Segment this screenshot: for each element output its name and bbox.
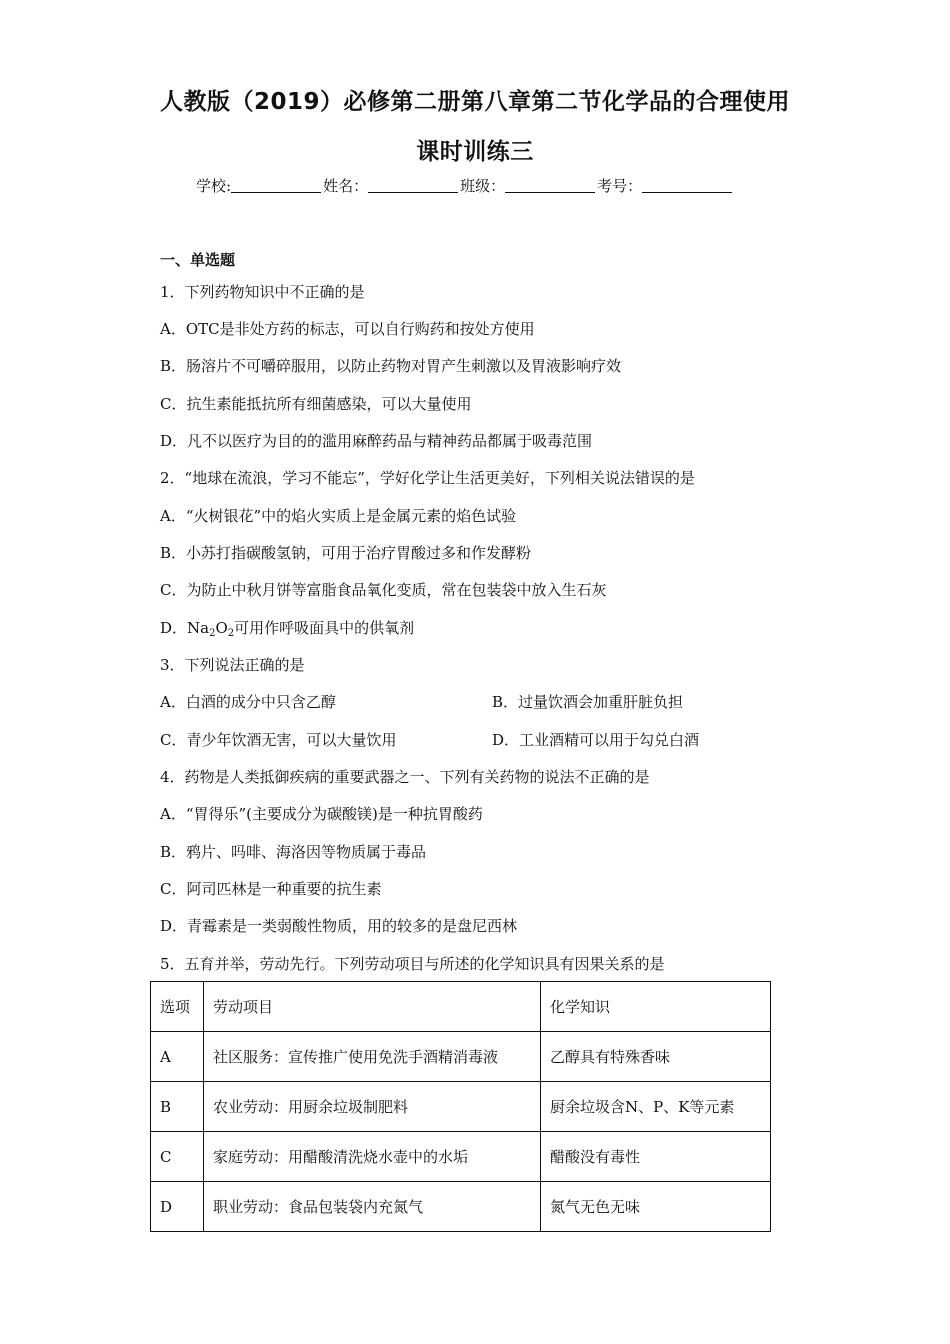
table-cell-knowledge: 厨余垃圾含N、P、K等元素 [541,1082,771,1132]
table-cell-labor: 农业劳动：用厨余垃圾制肥料 [204,1082,541,1132]
question-2-option-d [160,617,414,639]
question-4-option-c: C．阿司匹林是一种重要的抗生素 [160,880,382,898]
table-header-chem-knowledge: 化学知识 [541,982,771,1032]
formula-suffix: 可用作呼吸面具中的供氧剂 [234,619,415,637]
table-cell-option: A [151,1032,204,1082]
table-row [151,1132,771,1182]
formula-prefix: D．Na [160,619,210,637]
table-cell-option: C [151,1132,204,1182]
name-label: 姓名： [323,177,369,195]
name-blank[interactable] [368,178,458,193]
student-info-line [196,175,734,196]
class-label: 班级： [460,177,506,195]
question-3-option-d: D．工业酒精可以用于勾兑白酒 [492,731,700,749]
question-1-option-a: A．OTC是非处方药的标志，可以自行购药和按处方使用 [160,320,535,338]
exam-number-label: 考号： [597,177,643,195]
question-2-stem: 2．“地球在流浪，学习不能忘”，学好化学让生活更美好，下列相关说法错误的是 [160,469,695,487]
question-1-stem: 1．下列药物知识中不正确的是 [160,283,365,301]
table-header-labor-item: 劳动项目 [204,982,541,1032]
table-cell-option: B [151,1082,204,1132]
section-title: 一、单选题 [160,251,236,269]
question-1-option-b: B．肠溶片不可嚼碎服用，以防止药物对胃产生刺激以及胃液影响疗效 [160,357,622,375]
table-cell-knowledge: 乙醇具有特殊香味 [541,1032,771,1082]
table-cell-labor: 家庭劳动：用醋酸清洗烧水壶中的水垢 [204,1132,541,1182]
table-header-row [151,982,771,1032]
question-3-option-c: C．青少年饮酒无害，可以大量饮用 [160,731,397,749]
table-header-option: 选项 [151,982,204,1032]
school-label: 学校: [196,177,232,195]
question-5-stem: 5．五育并举，劳动先行。下列劳动项目与所述的化学知识具有因果关系的是 [160,955,665,973]
exam-number-blank[interactable] [642,178,732,193]
question-3-option-a: A．白酒的成分中只含乙醇 [160,693,336,711]
formula-subscript-1: 2 [209,628,216,639]
table-cell-knowledge: 醋酸没有毒性 [541,1132,771,1182]
question-3-stem: 3．下列说法正确的是 [160,656,305,674]
question-5-table [150,981,771,1232]
question-4-option-b: B．鸦片、吗啡、海洛因等物质属于毒品 [160,843,427,861]
question-3-option-b: B．过量饮酒会加重肝脏负担 [492,693,684,711]
school-blank[interactable] [231,178,321,193]
question-4-option-d: D．青霉素是一类弱酸性物质，用的较多的是盘尼西林 [160,917,518,935]
question-4-stem: 4．药物是人类抵御疾病的重要武器之一、下列有关药物的说法不正确的是 [160,768,650,786]
table-cell-labor: 职业劳动：食品包装袋内充氮气 [204,1182,541,1232]
formula-subscript-2: 2 [227,628,235,639]
page-subtitle: 课时训练三 [416,139,534,165]
question-2-option-b: B．小苏打指碳酸氢钠，可用于治疗胃酸过多和作发酵粉 [160,544,532,562]
question-1-option-c: C．抗生素能抵抗所有细菌感染，可以大量使用 [160,395,472,413]
question-2-option-a: A．“火树银花”中的焰火实质上是金属元素的焰色试验 [160,507,517,525]
formula-mid: O [215,619,228,637]
question-4-option-a: A．“胃得乐”(主要成分为碳酸镁)是一种抗胃酸药 [160,805,483,823]
table-cell-option: D [151,1182,204,1232]
table-cell-knowledge: 氮气无色无味 [541,1182,771,1232]
class-blank[interactable] [505,178,595,193]
question-1-option-d: D．凡不以医疗为目的的滥用麻醉药品与精神药品都属于吸毒范围 [160,432,593,450]
table-row [151,1032,771,1082]
page-title: 人教版（2019）必修第二册第八章第二节化学品的合理使用 [159,89,790,115]
table-cell-labor: 社区服务：宣传推广使用免洗手酒精消毒液 [204,1032,541,1082]
table-row [151,1182,771,1232]
question-2-option-c: C．为防止中秋月饼等富脂食品氧化变质，常在包装袋中放入生石灰 [160,581,607,599]
table-row [151,1082,771,1132]
